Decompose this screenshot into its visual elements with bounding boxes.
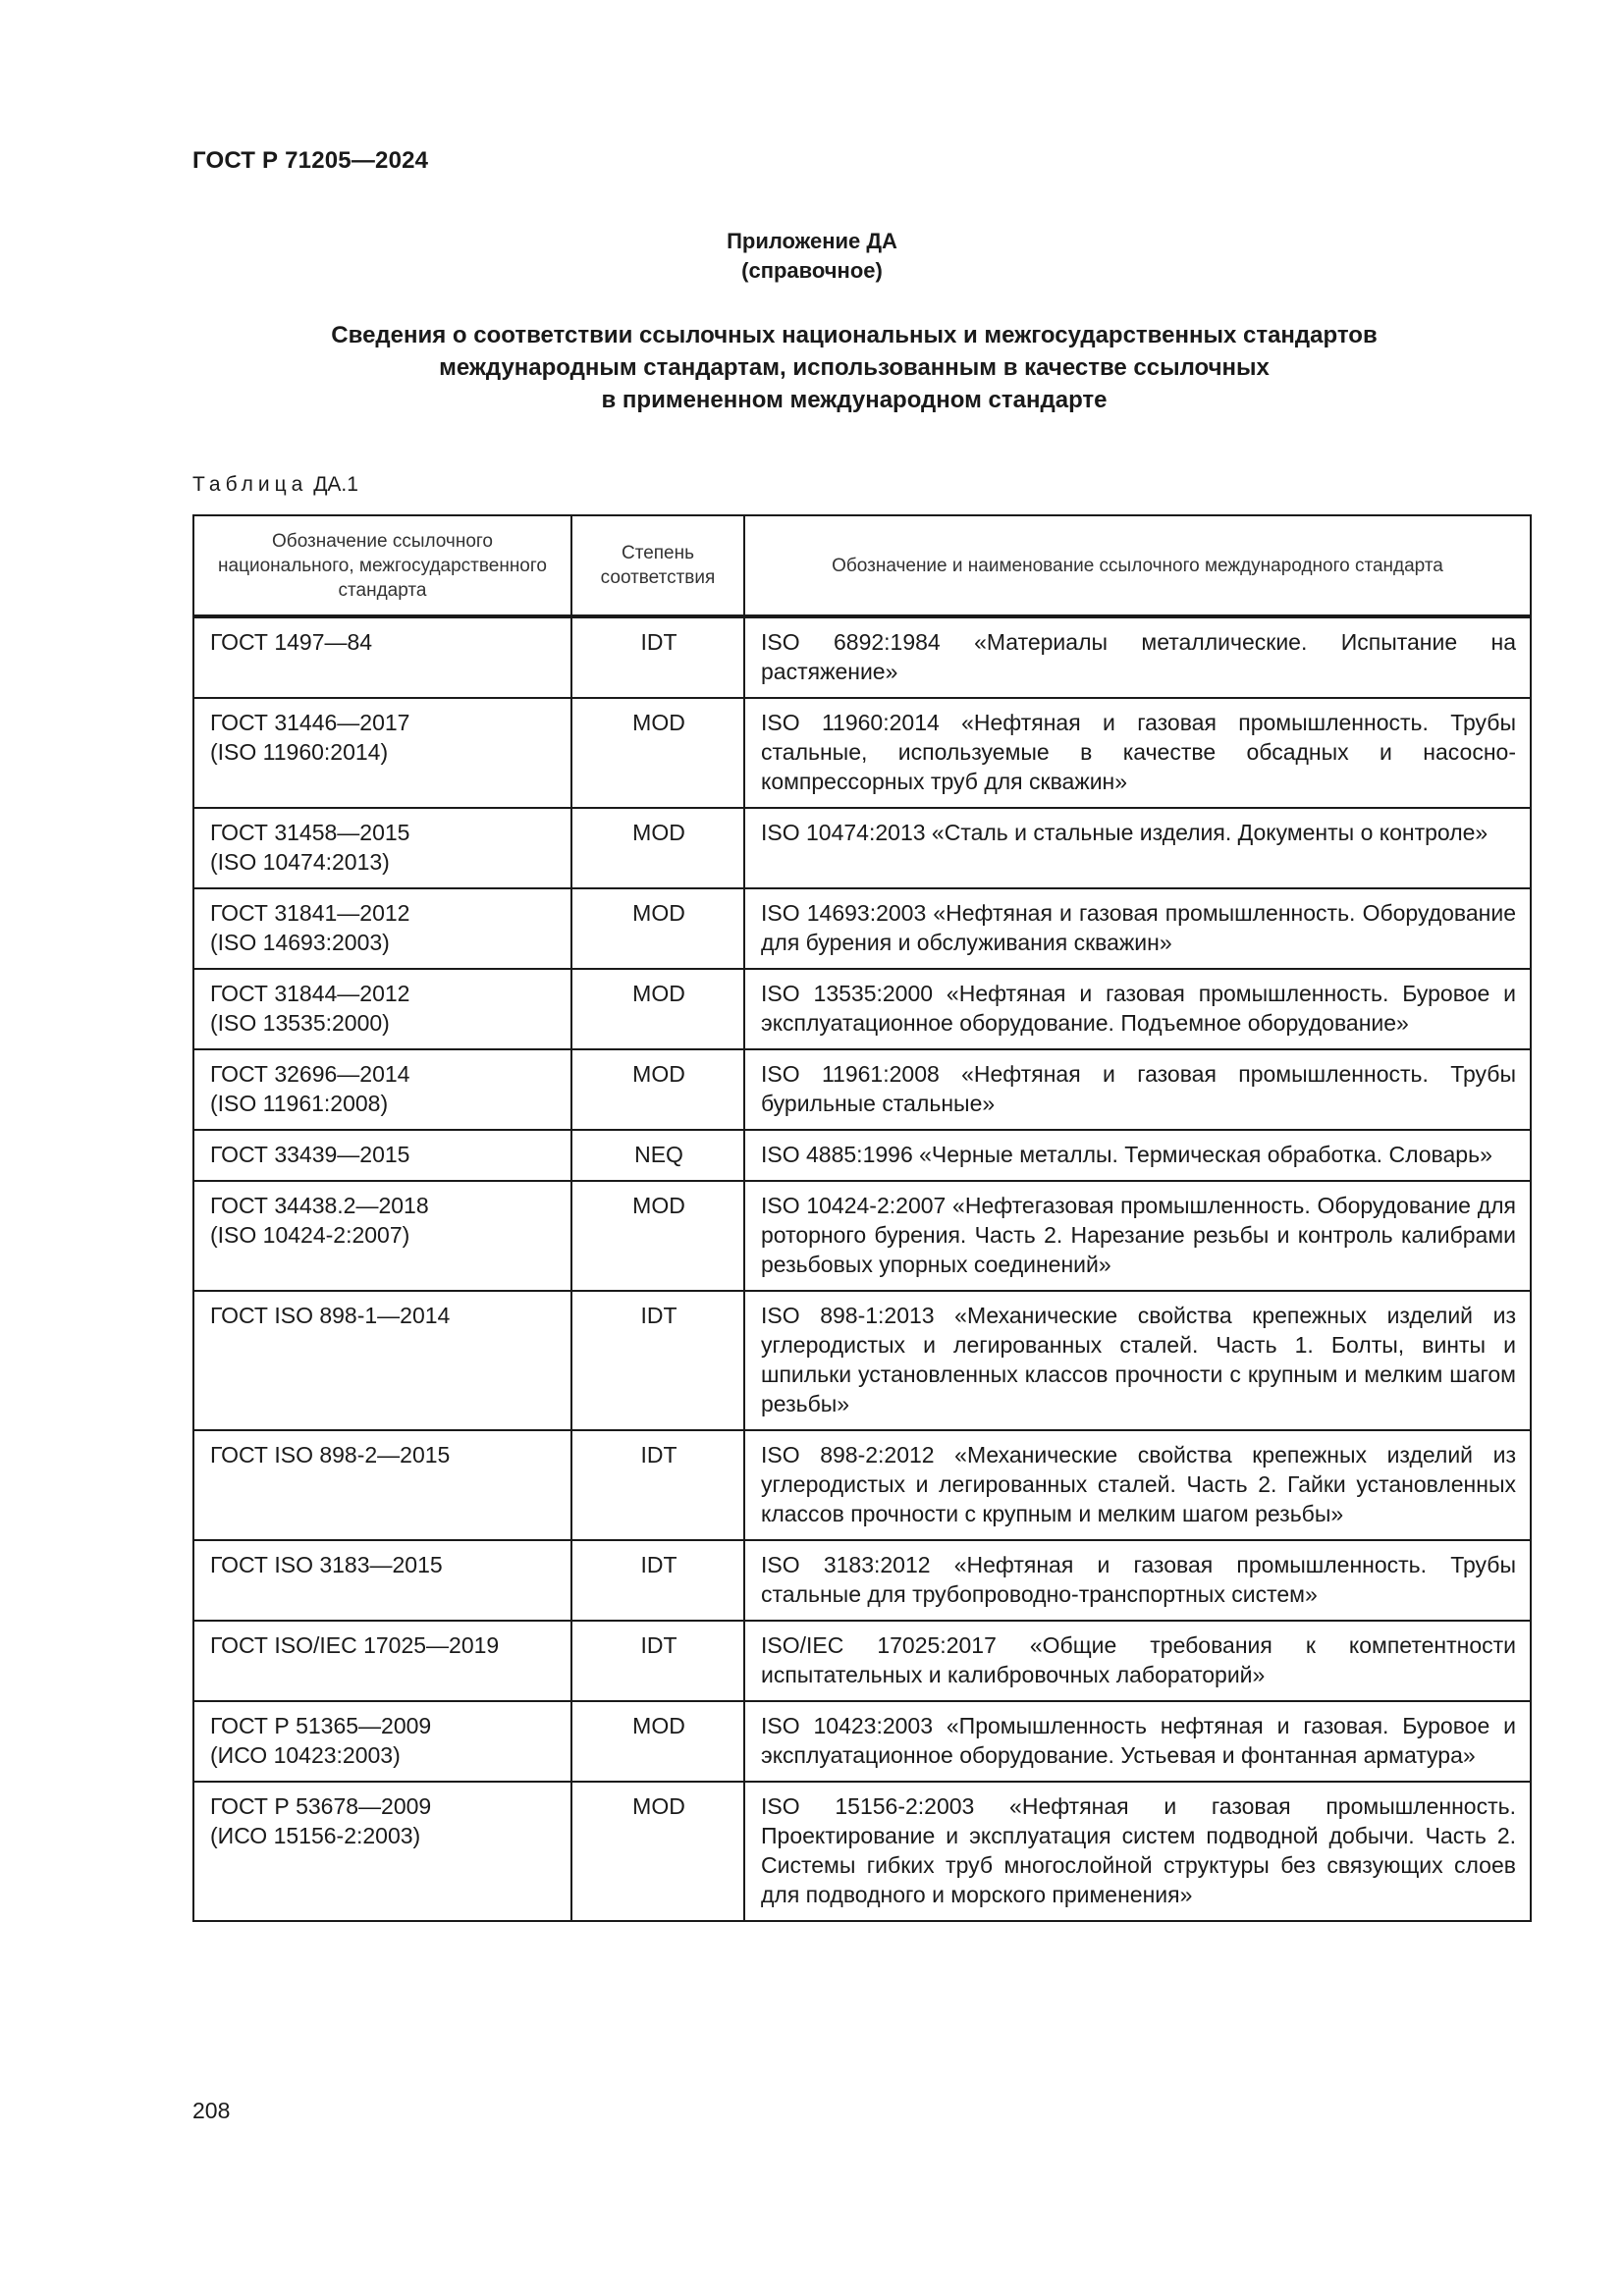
table-row [193,1701,1531,1782]
national-standard-reference: (ISO 10424-2:2007) [210,1222,410,1248]
national-standard-cell [193,1430,571,1540]
degree-of-correspondence: MOD [571,1181,744,1291]
national-standard: ГОСТ Р 51365—2009 [210,1713,432,1738]
degree-of-correspondence: IDT [571,1540,744,1621]
national-standard-cell [193,1621,571,1701]
national-standard: ГОСТ 32696—2014 [210,1061,410,1087]
national-standard-cell [193,1130,571,1181]
document-code: ГОСТ Р 71205—2024 [192,147,429,174]
correspondence-table [192,514,1532,1922]
annex-heading [216,319,1492,416]
national-standard: ГОСТ 34438.2—2018 [210,1193,429,1218]
table-row [193,1782,1531,1921]
degree-of-correspondence: NEQ [571,1130,744,1181]
national-standard: ГОСТ Р 53678—2009 [210,1793,432,1819]
national-standard: ГОСТ 31841—2012 [210,900,410,926]
table-row [193,1291,1531,1430]
national-standard-cell [193,1291,571,1430]
degree-of-correspondence: MOD [571,888,744,969]
international-standard: ISO 15156-2:2003 «Нефтяная и газовая промышленность. Проектирование и эксплуатация систем подводной добычи. Часть 2. Системы гибких труб многослойной структуры без связующих слоев для подводного и морского применения» [744,1782,1531,1921]
national-standard: ГОСТ 31458—2015 [210,820,410,845]
national-standard-cell [193,616,571,698]
table-row [193,808,1531,888]
degree-of-correspondence: IDT [571,1430,744,1540]
national-standard: ГОСТ ISO 898-2—2015 [210,1442,451,1468]
table-header-row [193,515,1531,616]
international-standard: ISO 10423:2003 «Промышленность нефтяная и газовая. Буровое и эксплуатационное оборудование. Устьевая и фонтанная арматура» [744,1701,1531,1782]
national-standard-reference: (ISO 13535:2000) [210,1010,390,1036]
table-caption [192,473,358,497]
national-standard-reference: (ИСО 15156-2:2003) [210,1823,421,1848]
international-standard: ISO 10474:2013 «Сталь и стальные изделия. Документы о контроле» [744,808,1531,888]
national-standard-cell [193,1181,571,1291]
degree-of-correspondence: IDT [571,1621,744,1701]
national-standard: ГОСТ ISO 3183—2015 [210,1552,443,1577]
international-standard: ISO 10424-2:2007 «Нефтегазовая промышленность. Оборудование для роторного бурения. Часть 2. Нарезание резьбы и контроль калибрами резьбовых упорных соединений» [744,1181,1531,1291]
table-caption-word: Таблица [192,473,308,496]
degree-of-correspondence: IDT [571,1291,744,1430]
degree-of-correspondence: IDT [571,616,744,698]
annex-heading-line: в примененном международном стандарте [601,387,1108,413]
national-standard-cell [193,698,571,808]
international-standard: ISO 11960:2014 «Нефтяная и газовая промышленность. Трубы стальные, используемые в качестве обсадных и насосно-компрессорных труб для скважин» [744,698,1531,808]
degree-of-correspondence: MOD [571,969,744,1049]
degree-of-correspondence: MOD [571,1049,744,1130]
table-row [193,1540,1531,1621]
national-standard: ГОСТ ISO 898-1—2014 [210,1303,451,1328]
national-standard: ГОСТ 31844—2012 [210,981,410,1006]
degree-of-correspondence: MOD [571,808,744,888]
international-standard: ISO 6892:1984 «Материалы металлические. Испытание на растяжение» [744,616,1531,698]
national-standard: ГОСТ ISO/IEC 17025—2019 [210,1632,500,1658]
degree-of-correspondence: MOD [571,1782,744,1921]
column-header-national: Обозначение ссылочного национального, межгосударственного стандарта [193,515,571,616]
table-row [193,698,1531,808]
annex-note: (справочное) [741,258,883,283]
column-header-degree: Степень соответствия [571,515,744,616]
table-row [193,1430,1531,1540]
national-standard-reference: (ISO 10474:2013) [210,849,390,875]
page-number: 208 [192,2098,231,2123]
international-standard: ISO 4885:1996 «Черные металлы. Термическая обработка. Словарь» [744,1130,1531,1181]
national-standard-cell [193,1049,571,1130]
international-standard: ISO 14693:2003 «Нефтяная и газовая промышленность. Оборудование для бурения и обслуживания скважин» [744,888,1531,969]
national-standard-cell [193,1782,571,1921]
national-standard-cell [193,969,571,1049]
table-row [193,969,1531,1049]
table-row [193,1130,1531,1181]
table-row [193,1181,1531,1291]
national-standard-cell [193,1540,571,1621]
table-row [193,888,1531,969]
degree-of-correspondence: MOD [571,1701,744,1782]
international-standard: ISO 898-2:2012 «Механические свойства крепежных изделий из углеродистых и легированных сталей. Часть 2. Гайки установленных классов прочности с крупным и мелким шагом резьбы» [744,1430,1531,1540]
table-row [193,1049,1531,1130]
international-standard: ISO 13535:2000 «Нефтяная и газовая промышленность. Буровое и эксплуатационное оборудование. Подъемное оборудование» [744,969,1531,1049]
international-standard: ISO/IEC 17025:2017 «Общие требования к компетентности испытательных и калибровочных лабораторий» [744,1621,1531,1701]
international-standard: ISO 3183:2012 «Нефтяная и газовая промышленность. Трубы стальные для трубопроводно-транспортных систем» [744,1540,1531,1621]
national-standard-reference: (ISO 11961:2008) [210,1091,389,1116]
annex-title: Приложение ДА [727,229,897,253]
national-standard: ГОСТ 31446—2017 [210,710,410,735]
international-standard: ISO 898-1:2013 «Механические свойства крепежных изделий из углеродистых и легированных сталей. Часть 1. Болты, винты и шпильки установленных классов прочности с крупным и мелким шагом резьбы» [744,1291,1531,1430]
table-row [193,616,1531,698]
national-standard-reference: (ИСО 10423:2003) [210,1742,401,1768]
national-standard: ГОСТ 33439—2015 [210,1142,410,1167]
column-header-international: Обозначение и наименование ссылочного международного стандарта [744,515,1531,616]
national-standard-cell [193,888,571,969]
national-standard-cell [193,1701,571,1782]
table-row [193,1621,1531,1701]
international-standard: ISO 11961:2008 «Нефтяная и газовая промышленность. Трубы бурильные стальные» [744,1049,1531,1130]
annex-heading-line: международным стандартам, использованным в качестве ссылочных [439,354,1270,381]
table-caption-id: ДА.1 [313,473,358,496]
degree-of-correspondence: MOD [571,698,744,808]
national-standard: ГОСТ 1497—84 [210,629,373,655]
national-standard-reference: (ISO 14693:2003) [210,930,390,955]
national-standard-reference: (ISO 11960:2014) [210,739,389,765]
national-standard-cell [193,808,571,888]
annex-heading-line: Сведения о соответствии ссылочных национальных и межгосударственных стандартов [331,322,1378,348]
